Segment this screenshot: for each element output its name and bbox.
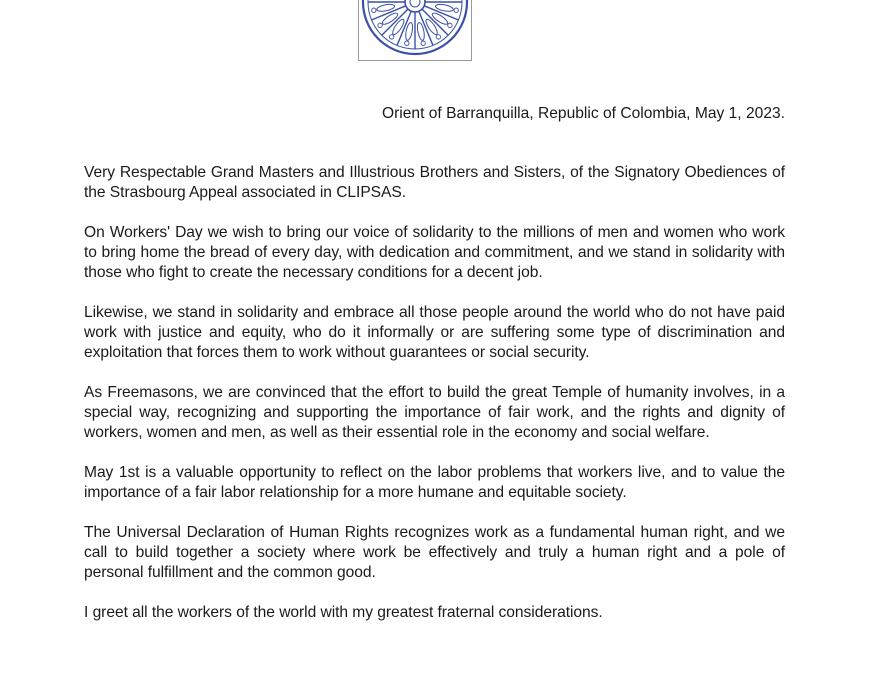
body-paragraph: May 1st is a valuable opportunity to reflect on the labor problems that workers live, and to value the importance of a fair labor relationship for a more humane and equitable society. (84, 464, 785, 501)
body-paragraph: Likewise, we stand in solidarity and embrace all those people around the world who do not have paid work with justice and equity, who do it informally or are suffering some type of discrimination and exploitation that forces them to work without guarantees or social security. (84, 304, 785, 361)
body-paragraph: On Workers' Day we wish to bring our voice of solidarity to the millions of men and women who work to bring home the bread of every day, with dedication and commitment, and we stand in solidarity with those who fight to create the necessary conditions for a decent job. (84, 224, 785, 281)
closing-paragraph: I greet all the workers of the world with my greatest fraternal considerations. (84, 604, 603, 621)
letter-body (84, 163, 785, 623)
letter-dateline: Orient of Barranquilla, Republic of Colombia, May 1, 2023. (381, 105, 785, 122)
body-paragraph: The Universal Declaration of Human Rights recognizes work as a fundamental human right, and we call to build together a society where work be effectively and truly a human right and a pole of personal fulfillment and the common good. (84, 524, 785, 581)
salutation-paragraph: Very Respectable Grand Masters and Illustrious Brothers and Sisters, of the Signatory Obediences of the Strasbourg Appeal associated in CLIPSAS. (84, 164, 785, 201)
body-paragraph: As Freemasons, we are convinced that the effort to build the great Temple of humanity involves, in a special way, recognizing and supporting the importance of fair work, and the rights and dignity of workers, women and men, as well as their essential role in the economy and social welfare. (84, 384, 785, 441)
emblem-frame (358, 0, 472, 61)
rose-window-emblem-icon (359, 0, 471, 60)
